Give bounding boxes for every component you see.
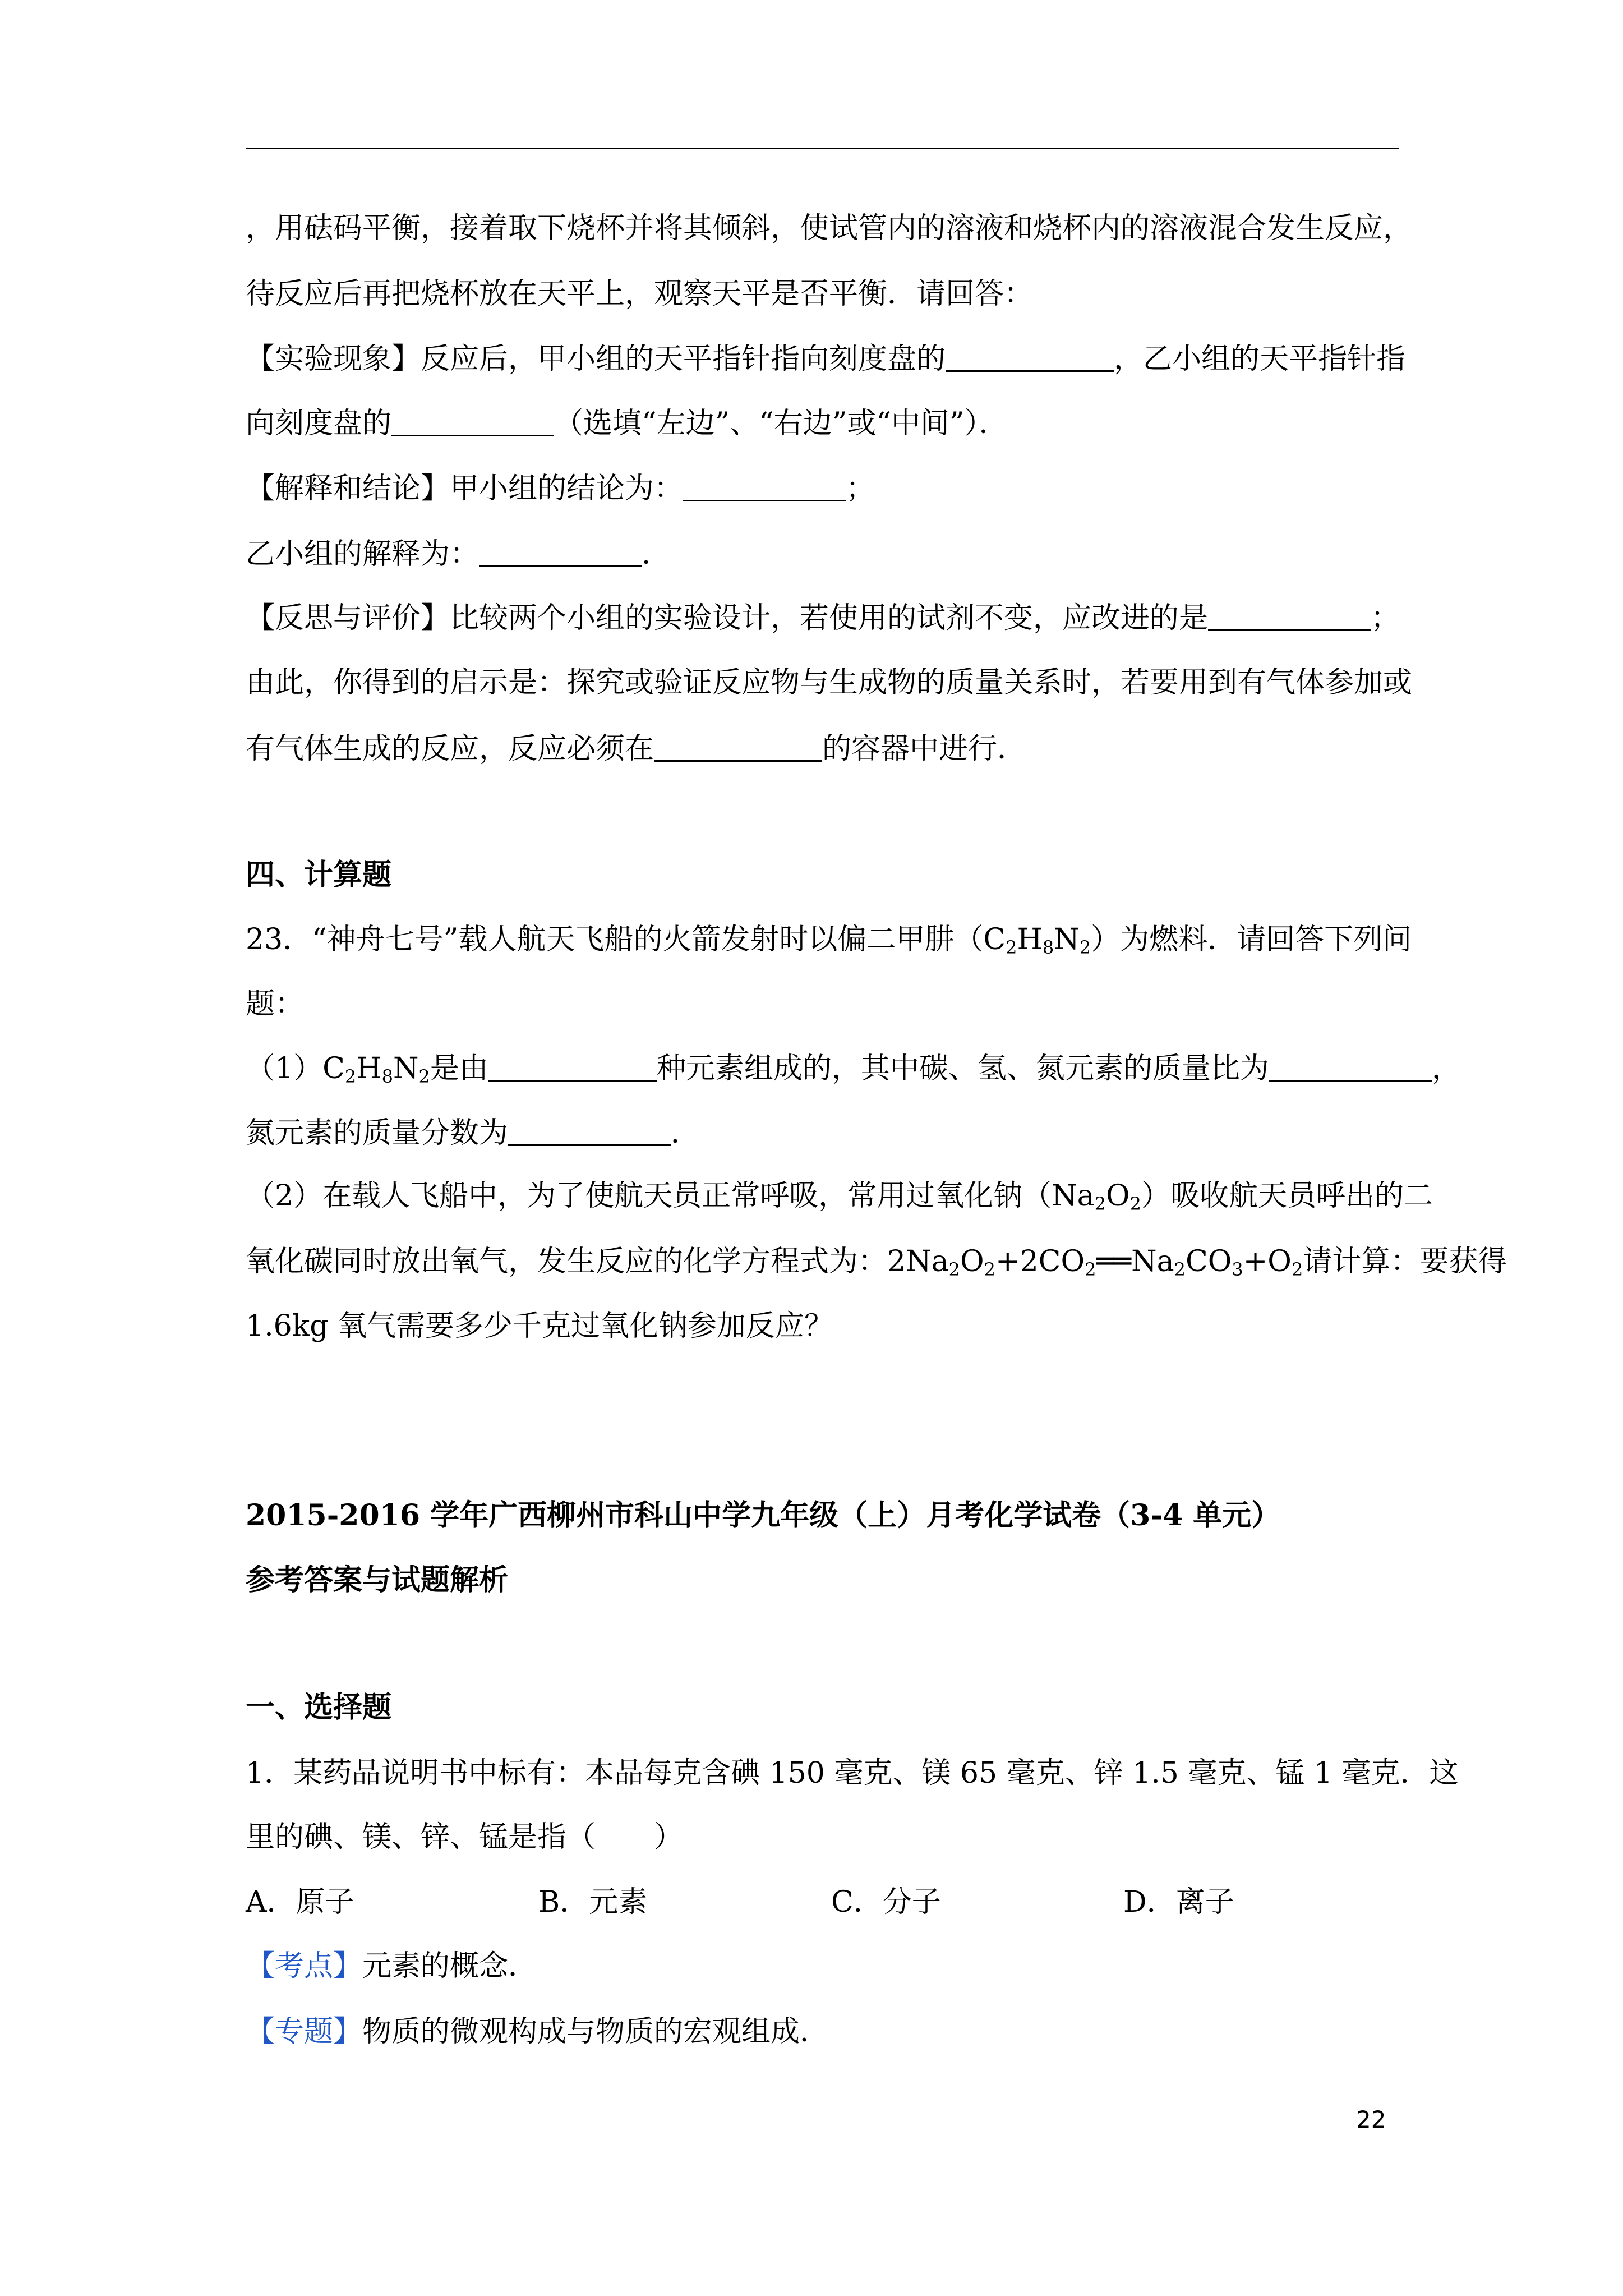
kaodian-line: 【考点】元素的概念．	[246, 1949, 538, 1983]
answer-blank[interactable]	[1208, 602, 1371, 631]
answer-blank[interactable]	[654, 733, 822, 762]
answer-blank[interactable]	[946, 343, 1114, 372]
kaodian-tag: 【考点】	[246, 1949, 363, 1983]
q23-part1-line-1: $(1)C_2H_8N_2$是由 种元素组成的，其中碳、氢、氮元素的质量比为 ，	[246, 1052, 1461, 1087]
option-d[interactable]: D．离子	[1123, 1885, 1234, 1919]
answer-subtitle: 参考答案与试题解析	[246, 1563, 509, 1597]
formula-c2h8n2: $C_2H_8N_2$	[983, 923, 1091, 958]
chemical-equation: $2Na_2O_2+2CO_2══Na_2CO_3+O_2$	[887, 1245, 1303, 1280]
answer-blank[interactable]	[683, 473, 846, 501]
reflect-line-2: 由此，你得到的启示是：探究或验证反应物与生成物的质量关系时，若要用到有气体参加或	[246, 666, 1413, 700]
phenomenon-line-2: 向刻度盘的 （选填“左边”、“右边”或“中间”）．	[246, 407, 1008, 440]
answer-blank[interactable]	[488, 1053, 657, 1082]
phenomenon-line-1: 【实验现象】反应后，甲小组的天平指针指向刻度盘的 ，乙小组的天平指针指	[246, 342, 1406, 376]
q23-part2-line-1: （2）在载人飞船中，为了使航天员正常呼吸，常用过氧化钠$(Na_2O_2)$吸收航天员呼出的二	[246, 1179, 1433, 1214]
explain-line-2: 乙小组的解释为： ．	[246, 537, 671, 571]
q23-part1-line-2: 氮元素的质量分数为 ．	[246, 1116, 700, 1150]
answer-blank[interactable]	[508, 1117, 671, 1146]
q23-line-2: 题：	[246, 987, 305, 1021]
option-b[interactable]: B．元素	[538, 1885, 648, 1919]
q23-part2-line-3: 1.6kg 氧气需要多少千克过氧化钠参加反应？	[246, 1309, 834, 1343]
page-number: 22	[1356, 2106, 1386, 2133]
reflect-line-1: 【反思与评价】比较两个小组的实验设计，若使用的试剂不变，应改进的是 ；	[246, 601, 1400, 635]
q1-line-1: 1．某药品说明书中标有：本品每克含碘 150 毫克、镁 65 毫克、锌 1.5 毫克、锰 1 毫克．这	[246, 1756, 1459, 1790]
answer-blank[interactable]	[479, 539, 642, 567]
answer-blank[interactable]	[1269, 1053, 1432, 1082]
section-heading-choice: 一、选择题	[246, 1690, 392, 1724]
zhuanti-line: 【专题】物质的微观构成与物质的宏观组成．	[246, 2015, 829, 2049]
reflect-line-3: 有气体生成的反应，反应必须在 的容器中进行．	[246, 732, 1027, 766]
formula-c2h8n2: $C_2H_8N_2$	[322, 1052, 430, 1087]
header-rule	[246, 148, 1399, 149]
continuation-line-1: ，用砝码平衡，接着取下烧杯并将其倾斜，使试管内的溶液和烧杯内的溶液混合发生反应，	[246, 211, 1413, 245]
option-a[interactable]: A．原子	[246, 1885, 354, 1919]
q1-line-2: 里的碘、镁、锌、锰是指（ ）	[246, 1820, 684, 1854]
q23-line-1: 23．“神舟七号”载人航天飞船的火箭发射时以偏二甲肼$(C_2H_8N_2)$为燃料．请回答下列问	[246, 923, 1412, 958]
option-c[interactable]: C．分子	[831, 1885, 941, 1919]
answer-title: 2015-2016 学年广西柳州市科山中学九年级（上）月考化学试卷（3-4 单元）	[246, 1498, 1281, 1533]
q23-part2-line-2: 氧化碳同时放出氧气，发生反应的化学方程式为：$2Na_2O_2+2CO_2══Na_2CO_3+O_2$请计算：要获得	[246, 1245, 1507, 1280]
continuation-line-2: 待反应后再把烧杯放在天平上，观察天平是否平衡．请回答：	[246, 277, 1034, 311]
formula-na2o2: $Na_2O_2$	[1052, 1179, 1141, 1214]
explain-line-1: 【解释和结论】甲小组的结论为： ；	[246, 472, 875, 505]
answer-blank[interactable]	[391, 408, 554, 436]
zhuanti-tag: 【专题】	[246, 2015, 363, 2049]
section-heading-calc: 四、计算题	[246, 858, 392, 892]
